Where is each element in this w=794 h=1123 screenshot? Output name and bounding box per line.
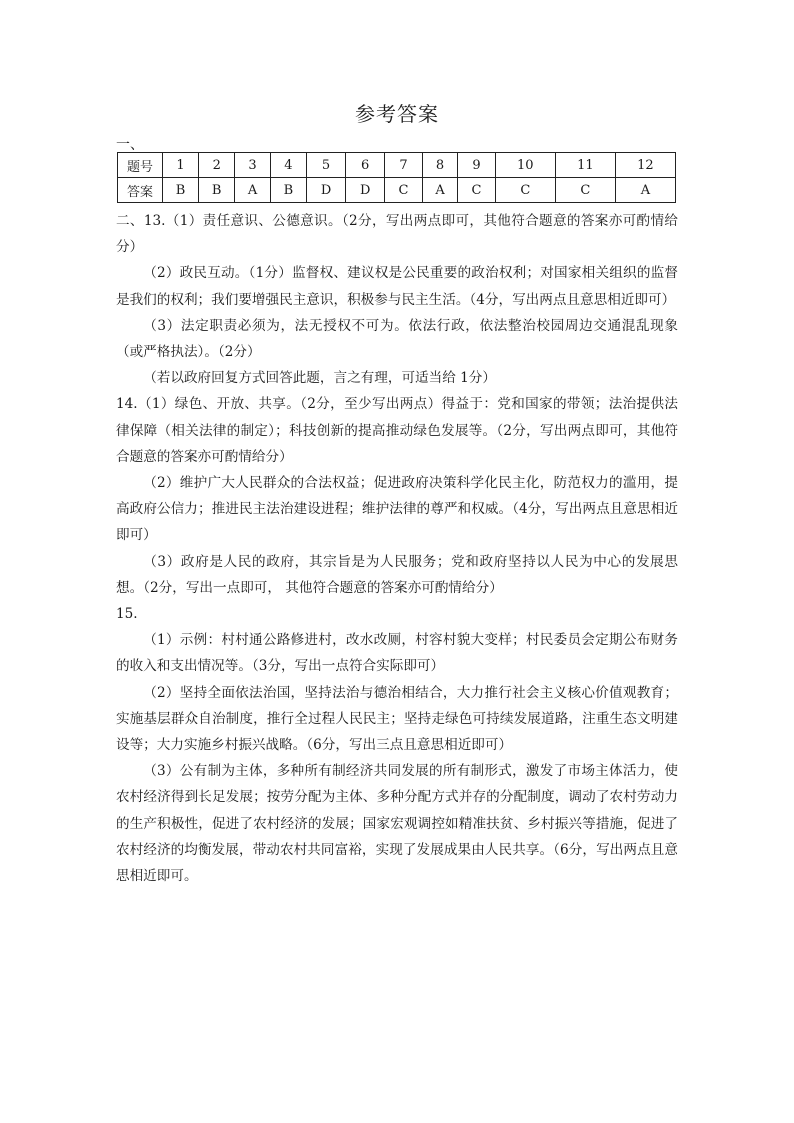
question-number: 9 bbox=[458, 153, 495, 178]
question-number-header: 题号 bbox=[118, 153, 163, 178]
answer-paragraph: （若以政府回复方式回答此题，言之有理，可适当给 1分） bbox=[143, 370, 496, 387]
question-number: 4 bbox=[270, 153, 306, 178]
answer-cell: C bbox=[555, 178, 615, 203]
answer-cell: C bbox=[385, 178, 422, 203]
question-number: 12 bbox=[615, 153, 675, 178]
answer-paragraph: （3）公有制为主体，多种所有制经济共同发展的所有制形式，激发了市场主体活力，使农村经济得到长足发展；按劳分配为主体、多种分配方式并存的分配制度，调动了农村劳动力的生产积极性，促进了农村经济的发展；国家宏观调控如精准扶贫、乡村振兴等措施，促进了农村经济的均衡发展，带动农村共同富裕，实现了发展成果由人民共享。（6分，写出两点且意思相近即可。 bbox=[116, 763, 678, 885]
answer-cell: B bbox=[163, 178, 199, 203]
question-number: 6 bbox=[346, 153, 385, 178]
answer-cell: B bbox=[199, 178, 235, 203]
answer-row bbox=[118, 178, 676, 203]
question-number: 7 bbox=[385, 153, 422, 178]
answer-paragraph: 15. bbox=[116, 606, 138, 623]
section-one-label: 一、 bbox=[116, 137, 144, 153]
question-number-row bbox=[118, 153, 676, 178]
answer-cell: D bbox=[346, 178, 385, 203]
answer-cell: A bbox=[235, 178, 271, 203]
answer-body bbox=[116, 208, 678, 889]
answer-paragraph: （2）维护广大人民群众的合法权益；促进政府决策科学化民主化，防范权力的滥用，提高政府公信力；推进民主法治建设进程；维护法律的尊严和权威。（4分，写出两点且意思相近即可） bbox=[116, 475, 678, 544]
answer-cell: A bbox=[422, 178, 458, 203]
answer-table bbox=[117, 152, 676, 203]
answer-cell: C bbox=[495, 178, 555, 203]
answer-paragraph: （3）法定职责必须为，法无授权不可为。依法行政，依法整治校园周边交通混乱现象（或严格执法）。（2分） bbox=[116, 317, 678, 361]
answer-paragraph: 二、13.（1）责任意识、公德意识。（2分，写出两点即可，其他符合题意的答案亦可酌情给分） bbox=[116, 213, 678, 256]
answer-cell: B bbox=[270, 178, 306, 203]
question-number: 1 bbox=[163, 153, 199, 178]
answer-paragraph: 14.（1）绿色、开放、共享。（2分，至少写出两点）得益于：党和国家的带领；法治提供法律保障（相关法律的制定）；科技创新的提高推动绿色发展等。（2分，写出两点即可，其他符合题意的答案亦可酌情给分） bbox=[116, 396, 678, 465]
question-number: 2 bbox=[199, 153, 235, 178]
question-number: 8 bbox=[422, 153, 458, 178]
answer-paragraph: （2）坚持全面依法治国，坚持法治与德治相结合，大力推行社会主义核心价值观教育；实施基层群众自治制度，推行全过程人民民主；坚持走绿色可持续发展道路，注重生态文明建设等；大力实施乡村振兴战略。（6分，写出三点且意思相近即可） bbox=[116, 684, 678, 754]
question-number: 3 bbox=[235, 153, 271, 178]
answer-paragraph: （2）政民互动。（1分）监督权、建议权是公民重要的政治权利；对国家相关组织的监督是我们的权利；我们要增强民主意识，积极参与民主生活。（4分，写出两点且意思相近即可） bbox=[116, 265, 678, 308]
answer-header: 答案 bbox=[118, 178, 163, 203]
page-title: 参考答案 bbox=[355, 102, 439, 126]
answer-paragraph: （1）示例：村村通公路修进村，改水改厕，村容村貌大变样；村民委员会定期公布财务的收入和支出情况等。（3分，写出一点符合实际即可） bbox=[116, 632, 678, 675]
answer-paragraph: （3）政府是人民的政府，其宗旨是为人民服务；党和政府坚持以人民为中心的发展思想。（2分，写出一点即可， 其他符合题意的答案亦可酌情给分） bbox=[116, 553, 678, 596]
answer-cell: D bbox=[306, 178, 345, 203]
answer-cell: C bbox=[458, 178, 495, 203]
question-number: 5 bbox=[306, 153, 345, 178]
answer-cell: A bbox=[615, 178, 675, 203]
question-number: 10 bbox=[495, 153, 555, 178]
question-number: 11 bbox=[555, 153, 615, 178]
